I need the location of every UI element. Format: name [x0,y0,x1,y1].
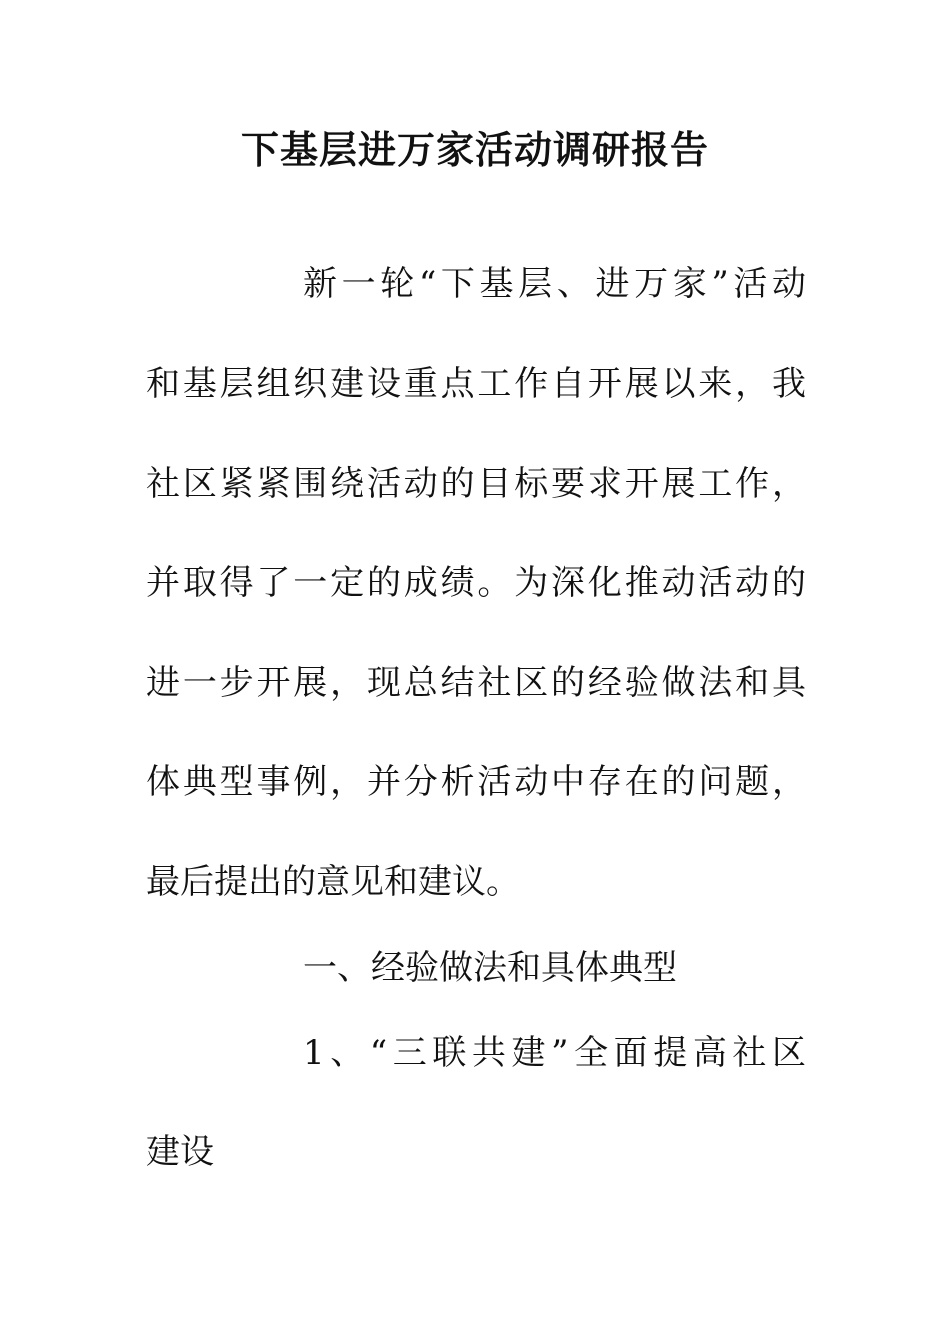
section-heading: 一、经验做法和具体典型 [303,948,677,988]
paragraph-line: 社区紧紧围绕活动的目标要求开展工作， [146,464,806,504]
paragraph-line: 新一轮“下基层、进万家”活动 [303,264,806,304]
paragraph-line: 体典型事例，并分析活动中存在的问题， [146,762,806,802]
document-title: 下基层进万家活动调研报告 [240,128,709,172]
paragraph-line: 最后提出的意见和建议。 [146,862,520,902]
paragraph-line: 并取得了一定的成绩。为深化推动活动的 [146,563,806,603]
subsection-heading-line: 建设 [146,1132,214,1172]
paragraph-line: 和基层组织建设重点工作自开展以来，我 [146,364,806,404]
paragraph-line: 进一步开展，现总结社区的经验做法和具 [146,663,806,703]
subsection-heading-line: 1、“三联共建”全面提高社区 [303,1033,806,1073]
